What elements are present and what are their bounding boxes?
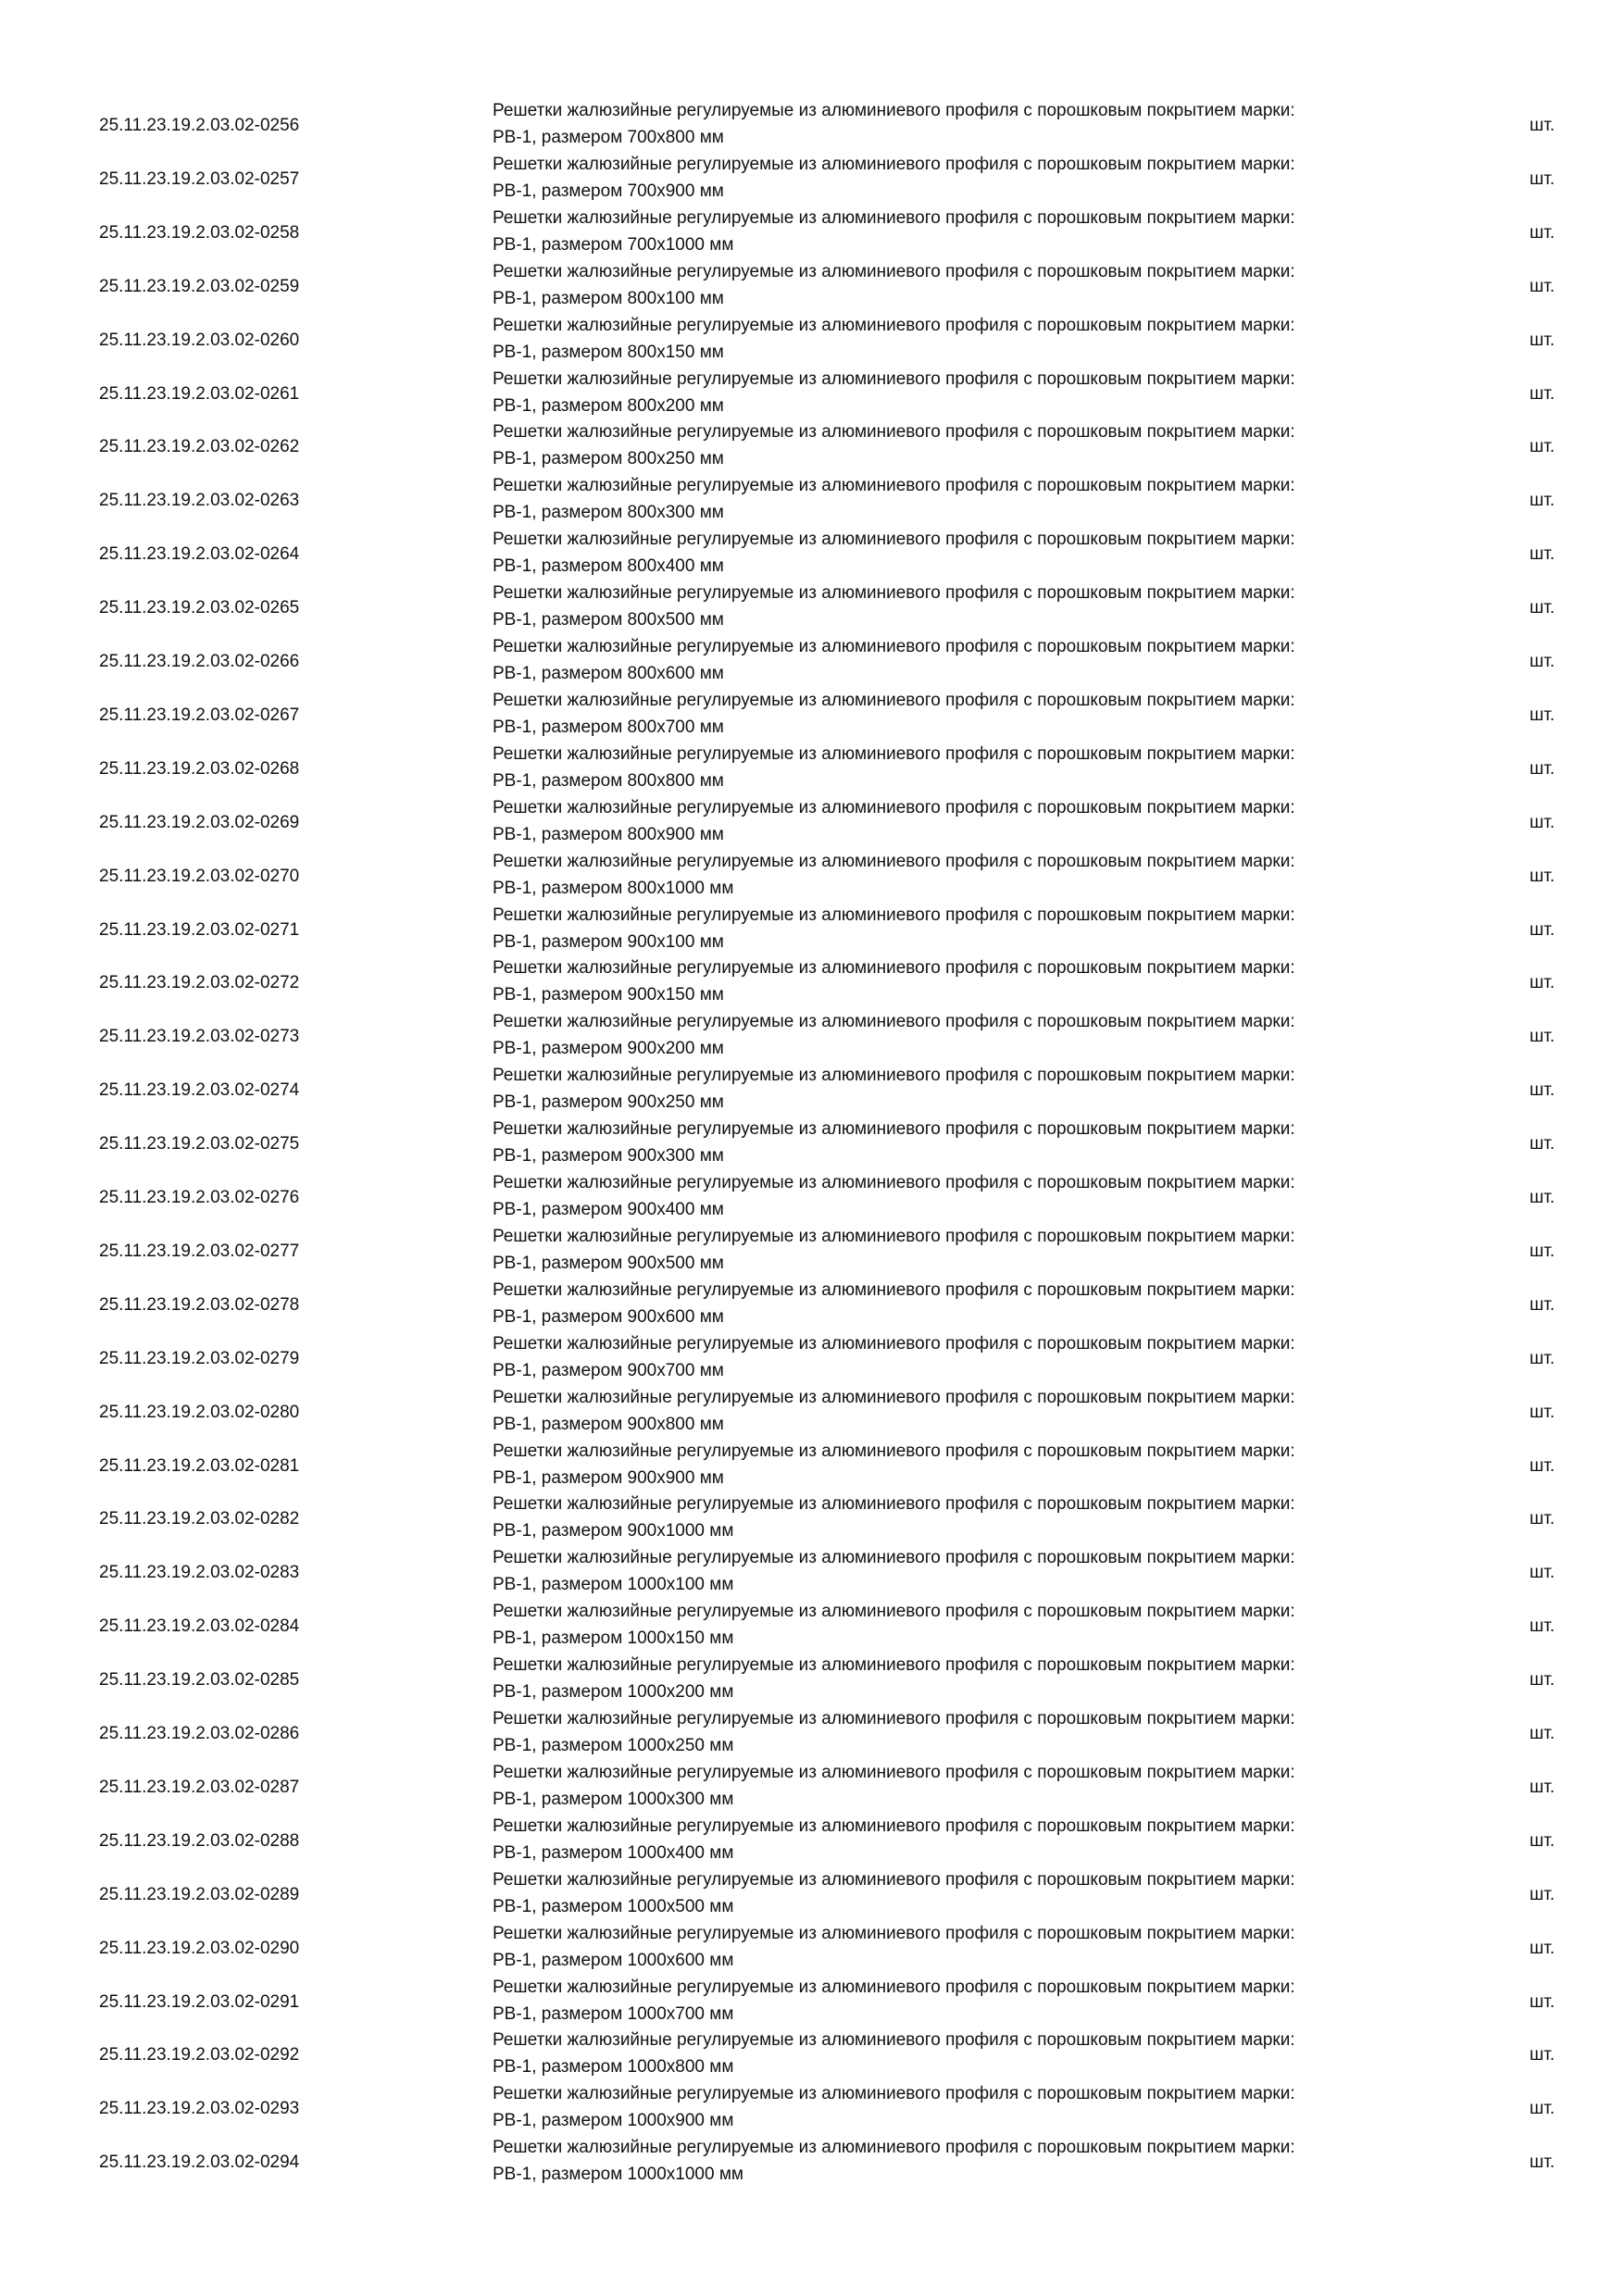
- item-code: 25.11.23.19.2.03.02-0265: [99, 598, 300, 618]
- table-row: [0, 1117, 1624, 1171]
- item-unit: шт.: [1530, 168, 1555, 189]
- description-line-2: РВ-1, размером 800х200 мм: [493, 395, 724, 416]
- item-description: [493, 1813, 1493, 1866]
- item-unit: шт.: [1530, 705, 1555, 725]
- description-line-1: Решетки жалюзийные регулируемые из алюминиевого профиля с порошковым покрытием марки:: [493, 1066, 1295, 1086]
- item-description: [493, 2080, 1493, 2134]
- item-code: 25.11.23.19.2.03.02-0257: [99, 168, 300, 189]
- item-description: [493, 1062, 1493, 1116]
- item-description: [493, 848, 1493, 902]
- table-row: [0, 689, 1624, 742]
- description-line-1: Решетки жалюзийные регулируемые из алюминиевого профиля с порошковым покрытием марки:: [493, 1119, 1295, 1140]
- description-line-1: Решетки жалюзийные регулируемые из алюминиевого профиля с порошковым покрытием марки:: [493, 1816, 1295, 1836]
- description-line-2: РВ-1, размером 800х150 мм: [493, 342, 724, 362]
- item-description: [493, 418, 1493, 472]
- table-row: [0, 1653, 1624, 1707]
- description-line-1: Решетки жалюзийные регулируемые из алюминиевого профиля с порошковым покрытием марки:: [493, 743, 1295, 764]
- description-line-2: РВ-1, размером 1000х900 мм: [493, 2111, 734, 2131]
- description-line-2: РВ-1, размером 900х1000 мм: [493, 1521, 734, 1541]
- item-description: [493, 794, 1493, 848]
- item-unit: шт.: [1530, 1991, 1555, 2012]
- item-unit: шт.: [1530, 1830, 1555, 1851]
- item-unit: шт.: [1530, 1509, 1555, 1529]
- description-line-1: Решетки жалюзийные регулируемые из алюминиевого профиля с порошковым покрытием марки:: [493, 1494, 1295, 1515]
- description-line-1: Решетки жалюзийные регулируемые из алюминиевого профиля с порошковым покрытием марки:: [493, 422, 1295, 443]
- description-line-1: Решетки жалюзийные регулируемые из алюминиевого профиля с порошковым покрытием марки:: [493, 154, 1295, 174]
- item-description: [493, 902, 1493, 955]
- table-row: [0, 99, 1624, 153]
- description-line-1: Решетки жалюзийные регулируемые из алюминиевого профиля с порошковым покрытием марки:: [493, 851, 1295, 871]
- description-line-2: РВ-1, размером 800х800 мм: [493, 770, 724, 791]
- item-unit: шт.: [1530, 1563, 1555, 1583]
- item-unit: шт.: [1530, 116, 1555, 135]
- description-line-1: Решетки жалюзийные регулируемые из алюминиевого профиля с порошковым покрытием марки:: [493, 958, 1295, 979]
- description-line-2: РВ-1, размером 800х600 мм: [493, 664, 724, 683]
- item-code: 25.11.23.19.2.03.02-0288: [99, 1830, 300, 1851]
- item-code: 25.11.23.19.2.03.02-0282: [99, 1509, 300, 1529]
- description-line-1: Решетки жалюзийные регулируемые из алюминиевого профиля с порошковым покрытием марки:: [493, 2084, 1295, 2104]
- table-row: [0, 904, 1624, 957]
- description-line-1: Решетки жалюзийные регулируемые из алюминиевого профиля с порошковым покрытием марки:: [493, 207, 1295, 228]
- item-code: 25.11.23.19.2.03.02-0270: [99, 866, 300, 886]
- description-line-2: РВ-1, размером 900х100 мм: [493, 931, 724, 952]
- item-code: 25.11.23.19.2.03.02-0275: [99, 1134, 300, 1154]
- item-description: [493, 2134, 1493, 2188]
- description-line-1: Решетки жалюзийные регулируемые из алюминиевого профиля с порошковым покрытием марки:: [493, 1869, 1295, 1890]
- item-code: 25.11.23.19.2.03.02-0264: [99, 544, 300, 565]
- item-description: [493, 1116, 1493, 1169]
- item-unit: шт.: [1530, 1080, 1555, 1101]
- table-row: [0, 1010, 1624, 1064]
- item-code: 25.11.23.19.2.03.02-0266: [99, 652, 300, 671]
- table-row: [0, 1386, 1624, 1440]
- item-description: [493, 687, 1493, 741]
- item-description: [493, 1384, 1493, 1438]
- item-code: 25.11.23.19.2.03.02-0279: [99, 1348, 300, 1368]
- item-unit: шт.: [1530, 973, 1555, 993]
- description-line-2: РВ-1, размером 800х250 мм: [493, 449, 724, 469]
- description-line-2: РВ-1, размером 700х1000 мм: [493, 234, 734, 255]
- description-line-1: Решетки жалюзийные регулируемые из алюминиевого профиля с порошковым покрытием марки:: [493, 1762, 1295, 1782]
- item-code: 25.11.23.19.2.03.02-0259: [99, 276, 300, 296]
- item-unit: шт.: [1530, 2099, 1555, 2119]
- description-line-1: Решетки жалюзийные регулируемые из алюминиевого профиля с порошковым покрытием марки:: [493, 1655, 1295, 1676]
- table-row: [0, 260, 1624, 314]
- item-code: 25.11.23.19.2.03.02-0291: [99, 1991, 300, 2012]
- item-description: [493, 1920, 1493, 1974]
- item-code: 25.11.23.19.2.03.02-0289: [99, 1884, 300, 1904]
- item-code: 25.11.23.19.2.03.02-0273: [99, 1027, 300, 1047]
- description-line-1: Решетки жалюзийные регулируемые из алюминиевого профиля с порошковым покрытием марки:: [493, 1333, 1295, 1354]
- description-line-2: РВ-1, размером 900х200 мм: [493, 1039, 724, 1059]
- item-code: 25.11.23.19.2.03.02-0256: [99, 116, 300, 135]
- table-row: [0, 1546, 1624, 1600]
- table-row: [0, 742, 1624, 796]
- item-unit: шт.: [1530, 1616, 1555, 1637]
- item-unit: шт.: [1530, 758, 1555, 779]
- table-row: [0, 1440, 1624, 1493]
- table-row: [0, 153, 1624, 206]
- item-code: 25.11.23.19.2.03.02-0263: [99, 491, 300, 511]
- description-line-1: Решетки жалюзийные регулируемые из алюминиевого профиля с порошковым покрытием марки:: [493, 905, 1295, 925]
- table-row: [0, 1707, 1624, 1761]
- item-unit: шт.: [1530, 437, 1555, 457]
- table-row: [0, 635, 1624, 689]
- description-line-1: Решетки жалюзийные регулируемые из алюминиевого профиля с порошковым покрытием марки:: [493, 1709, 1295, 1728]
- description-line-1: Решетки жалюзийные регулируемые из алюминиевого профиля с порошковым покрытием марки:: [493, 1602, 1295, 1622]
- item-description: [493, 1169, 1493, 1223]
- description-line-1: Решетки жалюзийные регулируемые из алюминиевого профиля с порошковым покрытием марки:: [493, 1279, 1295, 1300]
- item-description: [493, 1652, 1493, 1705]
- description-line-1: Решетки жалюзийные регулируемые из алюминиевого профиля с порошковым покрытием марки:: [493, 690, 1295, 710]
- description-line-1: Решетки жалюзийные регулируемые из алюминиевого профиля с порошковым покрытием марки:: [493, 797, 1295, 817]
- item-unit: шт.: [1530, 652, 1555, 671]
- item-code: 25.11.23.19.2.03.02-0290: [99, 1938, 300, 1958]
- table-row: [0, 1332, 1624, 1386]
- description-line-1: Решетки жалюзийные регулируемые из алюминиевого профиля с порошковым покрытием марки:: [493, 2030, 1295, 2051]
- description-line-2: РВ-1, размером 900х600 мм: [493, 1306, 724, 1327]
- item-code: 25.11.23.19.2.03.02-0268: [99, 758, 300, 779]
- table-row: [0, 1171, 1624, 1225]
- item-code: 25.11.23.19.2.03.02-0276: [99, 1188, 300, 1207]
- description-line-1: Решетки жалюзийные регулируемые из алюминиевого профиля с порошковым покрытием марки:: [493, 1548, 1295, 1568]
- item-unit: шт.: [1530, 1777, 1555, 1797]
- description-line-2: РВ-1, размером 900х800 мм: [493, 1414, 724, 1434]
- item-unit: шт.: [1530, 383, 1555, 404]
- description-line-2: РВ-1, размером 900х300 мм: [493, 1146, 724, 1167]
- item-description: [493, 312, 1493, 366]
- description-line-1: Решетки жалюзийные регулируемые из алюминиевого профиля с порошковым покрытием марки:: [493, 315, 1295, 335]
- description-line-2: РВ-1, размером 800х400 мм: [493, 556, 724, 577]
- item-description: [493, 580, 1493, 633]
- description-line-2: РВ-1, размером 900х900 мм: [493, 1467, 724, 1488]
- description-line-2: РВ-1, размером 900х500 мм: [493, 1253, 724, 1273]
- item-unit: шт.: [1530, 1724, 1555, 1743]
- table-row: [0, 206, 1624, 260]
- item-code: 25.11.23.19.2.03.02-0277: [99, 1241, 300, 1261]
- description-line-2: РВ-1, размером 700х800 мм: [493, 128, 724, 147]
- item-description: [493, 366, 1493, 419]
- item-description: [493, 526, 1493, 580]
- table-row: [0, 1815, 1624, 1868]
- item-description: [493, 1759, 1493, 1813]
- description-line-1: Решетки жалюзийные регулируемые из алюминиевого профиля с порошковым покрытием марки:: [493, 583, 1295, 604]
- item-code: 25.11.23.19.2.03.02-0285: [99, 1670, 300, 1691]
- description-line-2: РВ-1, размером 1000х400 мм: [493, 1842, 734, 1863]
- description-line-2: РВ-1, размером 700х900 мм: [493, 181, 724, 201]
- description-line-2: РВ-1, размером 800х300 мм: [493, 503, 724, 523]
- table-row: [0, 368, 1624, 421]
- table-row: [0, 314, 1624, 368]
- item-code: 25.11.23.19.2.03.02-0294: [99, 2152, 300, 2173]
- table-row: [0, 1064, 1624, 1117]
- item-code: 25.11.23.19.2.03.02-0269: [99, 812, 300, 832]
- item-unit: шт.: [1530, 1670, 1555, 1691]
- description-line-1: Решетки жалюзийные регулируемые из алюминиевого профиля с порошковым покрытием марки:: [493, 476, 1295, 496]
- table-row: [0, 1225, 1624, 1279]
- item-code: 25.11.23.19.2.03.02-0283: [99, 1563, 300, 1583]
- item-code: 25.11.23.19.2.03.02-0284: [99, 1616, 300, 1637]
- description-line-2: РВ-1, размером 800х500 мм: [493, 610, 724, 630]
- item-description: [493, 97, 1493, 151]
- table-row: [0, 1492, 1624, 1546]
- item-description: [493, 1491, 1493, 1544]
- item-unit: шт.: [1530, 812, 1555, 832]
- description-line-1: Решетки жалюзийные регулируемые из алюминиевого профиля с порошковым покрытием марки:: [493, 1173, 1295, 1192]
- item-description: [493, 1866, 1493, 1920]
- item-unit: шт.: [1530, 491, 1555, 511]
- item-description: [493, 151, 1493, 205]
- description-line-2: РВ-1, размером 1000х600 мм: [493, 1950, 734, 1970]
- item-unit: шт.: [1530, 544, 1555, 565]
- table-row: [0, 528, 1624, 581]
- item-unit: шт.: [1530, 222, 1555, 243]
- item-code: 25.11.23.19.2.03.02-0261: [99, 383, 300, 404]
- item-code: 25.11.23.19.2.03.02-0262: [99, 437, 300, 457]
- description-line-1: Решетки жалюзийные регулируемые из алюминиевого профиля с порошковым покрытием марки:: [493, 1387, 1295, 1407]
- description-line-2: РВ-1, размером 1000х700 мм: [493, 2003, 734, 2024]
- item-description: [493, 1223, 1493, 1277]
- table-row: [0, 2082, 1624, 2136]
- item-description: [493, 258, 1493, 312]
- description-line-1: Решетки жалюзийные регулируемые из алюминиевого профиля с порошковым покрытием марки:: [493, 368, 1295, 389]
- table-row: [0, 1922, 1624, 1976]
- table-row: [0, 850, 1624, 904]
- item-description: [493, 1330, 1493, 1384]
- item-description: [493, 1974, 1493, 2028]
- description-line-2: РВ-1, размером 800х900 мм: [493, 824, 724, 844]
- description-line-1: Решетки жалюзийные регулируемые из алюминиевого профиля с порошковым покрытием марки:: [493, 530, 1295, 550]
- description-line-2: РВ-1, размером 900х150 мм: [493, 985, 724, 1005]
- table-row: [0, 581, 1624, 635]
- item-code: 25.11.23.19.2.03.02-0286: [99, 1724, 300, 1743]
- description-line-1: Решетки жалюзийные регулируемые из алюминиевого профиля с порошковым покрытием марки:: [493, 1226, 1295, 1246]
- item-description: [493, 205, 1493, 258]
- table-row: [0, 2136, 1624, 2190]
- item-unit: шт.: [1530, 2045, 1555, 2065]
- item-unit: шт.: [1530, 2152, 1555, 2173]
- table-row: [0, 2028, 1624, 2082]
- description-line-2: РВ-1, размером 1000х800 мм: [493, 2057, 734, 2078]
- item-code: 25.11.23.19.2.03.02-0271: [99, 919, 300, 940]
- description-line-2: РВ-1, размером 800х1000 мм: [493, 878, 734, 898]
- item-unit: шт.: [1530, 598, 1555, 618]
- item-code: 25.11.23.19.2.03.02-0258: [99, 222, 300, 243]
- description-line-2: РВ-1, размером 800х100 мм: [493, 288, 724, 308]
- item-code: 25.11.23.19.2.03.02-0274: [99, 1080, 300, 1101]
- item-code: 25.11.23.19.2.03.02-0260: [99, 330, 300, 350]
- description-line-2: РВ-1, размером 800х700 мм: [493, 717, 724, 737]
- description-line-2: РВ-1, размером 1000х1000 мм: [493, 2165, 743, 2185]
- item-unit: шт.: [1530, 866, 1555, 886]
- description-line-2: РВ-1, размером 1000х250 мм: [493, 1736, 734, 1755]
- table-row: [0, 1868, 1624, 1922]
- description-line-1: Решетки жалюзийные регулируемые из алюминиевого профиля с порошковым покрытием марки:: [493, 2138, 1295, 2158]
- description-line-1: Решетки жалюзийные регулируемые из алюминиевого профиля с порошковым покрытием марки:: [493, 637, 1295, 656]
- description-line-1: Решетки жалюзийные регулируемые из алюминиевого профиля с порошковым покрытием марки:: [493, 1977, 1295, 1997]
- item-code: 25.11.23.19.2.03.02-0272: [99, 973, 300, 993]
- item-code: 25.11.23.19.2.03.02-0278: [99, 1294, 300, 1315]
- item-description: [493, 633, 1493, 687]
- item-unit: шт.: [1530, 1188, 1555, 1207]
- table-row: [0, 1600, 1624, 1653]
- description-line-1: Решетки жалюзийные регулируемые из алюминиевого профиля с порошковым покрытием марки:: [493, 1441, 1295, 1461]
- item-unit: шт.: [1530, 1027, 1555, 1047]
- description-line-2: РВ-1, размером 1000х200 мм: [493, 1682, 734, 1703]
- item-unit: шт.: [1530, 1884, 1555, 1904]
- item-unit: шт.: [1530, 1455, 1555, 1476]
- item-unit: шт.: [1530, 919, 1555, 940]
- item-code: 25.11.23.19.2.03.02-0287: [99, 1777, 300, 1797]
- item-description: [493, 2027, 1493, 2080]
- item-unit: шт.: [1530, 1938, 1555, 1958]
- description-line-2: РВ-1, размером 900х250 мм: [493, 1092, 724, 1113]
- item-code: 25.11.23.19.2.03.02-0293: [99, 2099, 300, 2119]
- item-unit: шт.: [1530, 1402, 1555, 1422]
- description-line-1: Решетки жалюзийные регулируемые из алюминиевого профиля с порошковым покрытием марки:: [493, 101, 1295, 120]
- table-row: [0, 474, 1624, 528]
- item-description: [493, 1544, 1493, 1598]
- item-unit: шт.: [1530, 1134, 1555, 1154]
- item-description: [493, 472, 1493, 526]
- description-line-2: РВ-1, размером 1000х150 мм: [493, 1628, 734, 1649]
- item-unit: шт.: [1530, 330, 1555, 350]
- item-unit: шт.: [1530, 1348, 1555, 1368]
- item-unit: шт.: [1530, 1294, 1555, 1315]
- item-description: [493, 1438, 1493, 1491]
- item-description: [493, 1277, 1493, 1330]
- table-row: [0, 956, 1624, 1010]
- item-description: [493, 1598, 1493, 1652]
- item-description: [493, 1008, 1493, 1062]
- item-code: 25.11.23.19.2.03.02-0281: [99, 1455, 300, 1476]
- description-line-2: РВ-1, размером 1000х300 мм: [493, 1789, 734, 1809]
- item-description: [493, 741, 1493, 794]
- item-code: 25.11.23.19.2.03.02-0280: [99, 1402, 300, 1422]
- description-line-2: РВ-1, размером 1000х500 мм: [493, 1896, 734, 1916]
- item-unit: шт.: [1530, 276, 1555, 296]
- description-line-1: Решетки жалюзийные регулируемые из алюминиевого профиля с порошковым покрытием марки:: [493, 1012, 1295, 1032]
- table-row: [0, 796, 1624, 850]
- table-row: [0, 1976, 1624, 2029]
- description-line-2: РВ-1, размером 1000х100 мм: [493, 1575, 734, 1595]
- item-description: [493, 1705, 1493, 1759]
- description-line-2: РВ-1, размером 900х400 мм: [493, 1200, 724, 1219]
- table-row: [0, 1761, 1624, 1815]
- table-row: [0, 420, 1624, 474]
- item-unit: шт.: [1530, 1241, 1555, 1261]
- item-code: 25.11.23.19.2.03.02-0267: [99, 705, 300, 725]
- item-code: 25.11.23.19.2.03.02-0292: [99, 2045, 300, 2065]
- description-line-2: РВ-1, размером 900х700 мм: [493, 1360, 724, 1380]
- item-description: [493, 955, 1493, 1008]
- description-line-1: Решетки жалюзийные регулируемые из алюминиевого профиля с порошковым покрытием марки:: [493, 261, 1295, 281]
- description-line-1: Решетки жалюзийные регулируемые из алюминиевого профиля с порошковым покрытием марки:: [493, 1923, 1295, 1943]
- table-row: [0, 1279, 1624, 1332]
